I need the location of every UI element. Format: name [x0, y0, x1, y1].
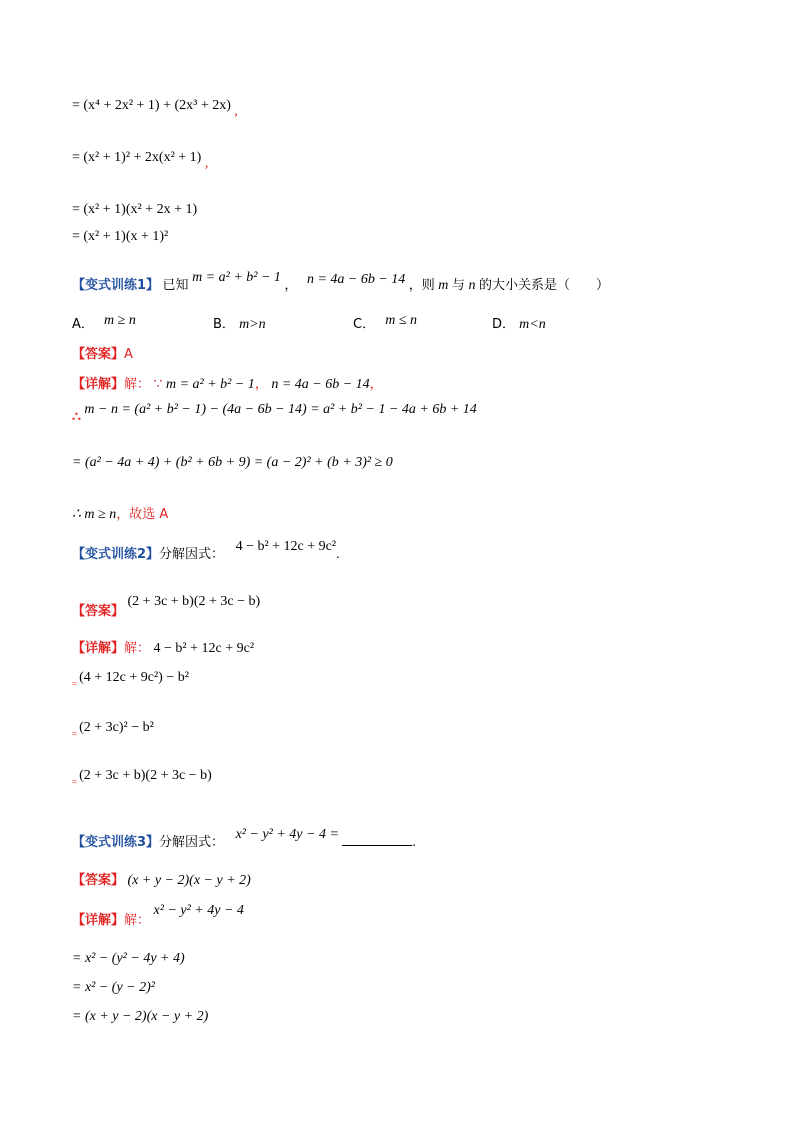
option-letter: B．	[213, 317, 235, 332]
square-expr: = (a² − 4a + 4) + (b² + 6b + 9) = (a − 2)² + (b + 3)² ≥ 0	[72, 455, 393, 470]
derivation-step-1	[72, 98, 238, 120]
question-text: 已知	[162, 278, 189, 293]
exercise-1-conclusion	[72, 503, 168, 523]
exercise-1-answer	[72, 343, 133, 363]
because-symbol: ∵	[153, 377, 163, 392]
exercise-2-question	[72, 539, 340, 563]
exercise-2-answer	[72, 594, 260, 619]
step-expr: (2 + 3c + b)(2 + 3c − b)	[79, 768, 212, 783]
question-comma: ，	[284, 278, 298, 293]
exercise-tag: 【变式训练3】	[72, 835, 160, 850]
exercise-tag: 【变式训练2】	[72, 547, 160, 562]
option-math: m ≥ n	[104, 313, 136, 328]
answer-tag: 【答案】	[72, 604, 125, 619]
exercise-2-step-3	[72, 768, 212, 787]
exercise-3-question	[72, 827, 416, 851]
option-a[interactable]	[72, 313, 136, 332]
step-expr: = x² − (y² − 4y + 4)	[72, 951, 185, 966]
question-text: ，则	[408, 278, 435, 293]
option-letter: C．	[353, 317, 376, 332]
equals-sign: =	[72, 729, 78, 739]
detail-expr: 4 − b² + 12c + 9c²	[153, 641, 255, 656]
answer-expr: (x + y − 2)(x − y + 2)	[127, 873, 251, 888]
answer-value: A	[124, 347, 133, 362]
exercise-3-step-3	[72, 1009, 208, 1025]
derivation-step-2	[72, 150, 208, 172]
question-text: 分解因式：	[159, 835, 225, 850]
answer-blank[interactable]	[342, 833, 412, 846]
conclusion-text: ，故选 A	[116, 507, 169, 522]
detail-lead: 解：	[124, 377, 151, 392]
exercise-3-step-1	[72, 951, 185, 967]
answer-tag: 【答案】	[72, 347, 125, 362]
detail-tag: 【详解】	[72, 641, 125, 656]
option-d[interactable]	[492, 313, 546, 333]
n-definition: n = 4a − 6b − 14	[306, 272, 406, 287]
detail-expr: x² − y² + 4y − 4	[153, 903, 244, 918]
question-expr: 4 − b² + 12c + 9c²	[235, 539, 337, 554]
derivation-step-4	[72, 229, 168, 245]
step-comma: ,	[204, 156, 209, 171]
question-text: 分解因式：	[159, 547, 225, 562]
exercise-2-step-2	[72, 720, 154, 739]
option-letter: D．	[492, 317, 516, 332]
detail-comma: ，	[254, 377, 268, 392]
step-comma: ,	[234, 104, 238, 119]
answer-expr: (2 + 3c + b)(2 + 3c − b)	[127, 594, 261, 609]
exercise-2-detail	[72, 637, 254, 657]
option-c[interactable]	[353, 313, 417, 332]
m-definition: m = a² + b² − 1	[192, 270, 281, 285]
option-math: m<n	[519, 317, 546, 332]
difference-expr: m − n = (a² + b² − 1) − (4a − 6b − 14) = a² + b² − 1 − 4a + 6b + 14	[84, 402, 477, 417]
exercise-2-step-1	[72, 670, 189, 689]
step-expr: = (x⁴ + 2x² + 1) + (2x³ + 2x)	[72, 98, 231, 113]
m-variable: m	[438, 278, 449, 293]
exercise-tag: 【变式训练1】	[72, 278, 160, 293]
exercise-1-difference	[72, 402, 477, 426]
equals-sign: =	[72, 777, 78, 787]
exercise-1-detail	[72, 373, 383, 393]
question-period: .	[336, 547, 340, 562]
detail-tag: 【详解】	[72, 377, 125, 392]
exercise-3-answer	[72, 869, 251, 889]
detail-lead: 解：	[124, 913, 151, 928]
option-math: m ≤ n	[385, 313, 418, 328]
step-expr: = (x² + 1)(x + 1)²	[72, 229, 169, 244]
option-math: m>n	[239, 317, 266, 332]
question-period: .	[412, 835, 416, 850]
therefore-symbol: ∴	[72, 410, 81, 425]
question-text: 的大小关系是（ ）	[478, 278, 609, 293]
detail-lead: 解：	[124, 641, 151, 656]
derivation-step-3	[72, 202, 197, 218]
exercise-3-step-2	[72, 980, 155, 996]
detail-n: n = 4a − 6b − 14	[271, 377, 370, 392]
equals-sign: =	[72, 679, 78, 689]
step-expr: = (x + y − 2)(x − y + 2)	[72, 1009, 209, 1024]
exercise-1-question	[72, 270, 609, 294]
step-expr: = (x² + 1)² + 2x(x² + 1)	[72, 150, 202, 165]
n-variable: n	[468, 278, 476, 293]
step-expr: (2 + 3c)² − b²	[79, 720, 154, 735]
detail-m: m = a² + b² − 1	[165, 377, 255, 392]
detail-comma: ，	[369, 377, 383, 392]
conclusion-math: ∴ m ≥ n	[72, 507, 117, 522]
option-b[interactable]	[213, 313, 266, 333]
question-text: 与	[451, 278, 465, 293]
question-expr: x² − y² + 4y − 4 =	[235, 827, 339, 842]
step-expr: = (x² + 1)(x² + 2x + 1)	[72, 202, 198, 217]
answer-tag: 【答案】	[72, 873, 125, 888]
detail-tag: 【详解】	[72, 913, 125, 928]
option-letter: A．	[72, 317, 94, 332]
step-expr: (4 + 12c + 9c²) − b²	[79, 670, 189, 685]
step-expr: = x² − (y − 2)²	[72, 980, 155, 995]
exercise-3-detail	[72, 903, 244, 928]
exercise-1-square	[72, 455, 393, 471]
